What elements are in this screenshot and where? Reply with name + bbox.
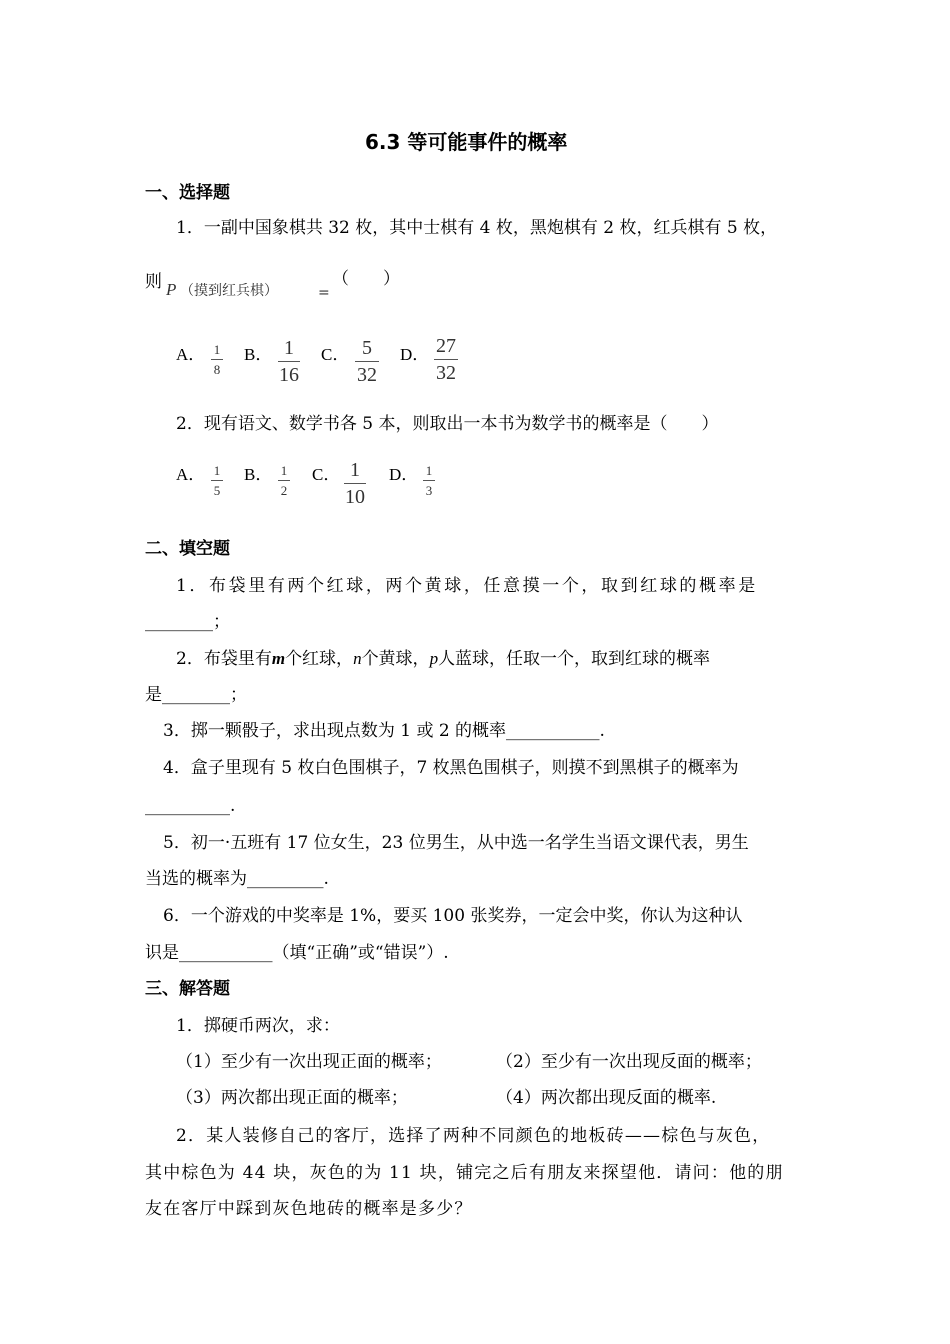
fill-q2-line1 (176, 647, 710, 671)
choice-q1-p: P (166, 280, 177, 299)
option-b-label: B． (244, 345, 273, 364)
choice-q1-ze: 则 (145, 272, 162, 292)
fill-q4-line1: 4．盒子里现有 5 枚白色围棋子，7 枚黑色围棋子，则摸不到黑棋子的概率为 (163, 758, 739, 778)
fraction-denominator: 10 (345, 486, 365, 508)
fraction-denominator: 32 (436, 362, 456, 384)
fraction-numerator: 1 (284, 337, 294, 359)
option-c-label: C． (321, 345, 350, 364)
section-heading-choice: 一、选择题 (145, 183, 230, 203)
fraction-denominator: 16 (279, 364, 299, 386)
fraction-numerator: 1 (213, 463, 221, 478)
fill-q5-line1: 5．初一·五班有 17 位女生，23 位男生，从中选一名学生当语文课代表，男生 (163, 833, 749, 853)
choice-q1-eq: = (318, 285, 330, 301)
fraction-numerator: 1 (350, 459, 360, 481)
fraction-bar (278, 361, 300, 362)
option-b-fraction (278, 464, 290, 497)
fill-q5-line2: 当选的概率为_________. (145, 869, 329, 889)
fill-q6-line1: 6．一个游戏的中奖率是 1%，要买 100 张奖券，一定会中奖，你认为这种认 (163, 906, 743, 926)
page-title: 6.3 等可能事件的概率 (365, 130, 568, 154)
variable-n: n (353, 649, 362, 668)
fill-q2-mid2: 个黄球， (361, 649, 430, 669)
fill-q1-line2: ________； (145, 612, 230, 632)
option-d-label: D． (400, 345, 430, 364)
option-a-label: A． (176, 465, 206, 484)
answer-q1-part2: （2）至少有一次出现反面的概率； (496, 1052, 762, 1072)
fraction-denominator: 2 (280, 483, 288, 498)
choice-q1-event: （摸到红兵棋） (180, 283, 278, 299)
option-c-fraction (355, 338, 379, 385)
fraction-numerator: 5 (362, 337, 372, 359)
answer-q2-line1: 2．某人装修自己的客厅，选择了两种不同颜色的地板砖——棕色与灰色， (176, 1126, 771, 1146)
choice-q1-paren: （ ） (332, 269, 400, 289)
option-d-fraction (434, 336, 458, 383)
option-b-label: B． (244, 465, 273, 484)
fraction-denominator: 8 (213, 362, 221, 377)
fill-q2-mid1: 个红球， (285, 649, 354, 669)
option-a-fraction (211, 343, 223, 376)
fraction-bar (344, 483, 366, 484)
section-heading-answer: 三、解答题 (145, 979, 230, 999)
fill-q1-line1: 1．布袋里有两个红球，两个黄球，任意摸一个，取到红球的概率是 (176, 576, 758, 596)
fraction-bar (355, 361, 379, 362)
answer-q2-line2: 其中棕色为 44 块，灰色的为 11 块，铺完之后有朋友来探望他．请问：他的朋 (145, 1163, 784, 1183)
fraction-numerator: 1 (425, 463, 433, 478)
fraction-denominator: 3 (425, 483, 433, 498)
option-d-fraction (423, 464, 435, 497)
variable-m: m (271, 649, 286, 668)
option-a-fraction (211, 464, 223, 497)
fraction-bar (211, 480, 223, 481)
choice-q1-line1: 1．一副中国象棋共 32 枚，其中士棋有 4 枚，黑炮棋有 2 枚，红兵棋有 5 枚， (176, 218, 778, 238)
fill-q2-pre: 2．布袋里有 (176, 649, 272, 669)
answer-q1-part3: （3）两次都出现正面的概率； (176, 1088, 408, 1108)
fraction-bar (211, 359, 223, 360)
answer-q1: 1．掷硬币两次，求： (176, 1016, 340, 1036)
fill-q4-line2: __________. (145, 796, 236, 816)
fraction-denominator: 5 (213, 483, 221, 498)
fraction-bar (278, 480, 290, 481)
variable-p: p (429, 649, 439, 668)
fraction-bar (423, 480, 435, 481)
section-heading-fill: 二、填空题 (145, 539, 230, 559)
option-c-fraction (344, 460, 366, 507)
fraction-numerator: 1 (213, 342, 221, 357)
fraction-numerator: 27 (436, 335, 456, 357)
fill-q2-post: 人蓝球，任取一个，取到红球的概率 (438, 649, 711, 669)
option-b-fraction (278, 338, 300, 385)
fill-q6-line2: 识是___________（填“正确”或“错误”）. (145, 943, 449, 963)
fill-q2-line2: 是________； (145, 685, 247, 705)
fill-q3: 3．掷一颗骰子，求出现点数为 1 或 2 的概率___________. (163, 721, 605, 741)
option-c-label: C． (312, 465, 341, 484)
option-d-label: D． (389, 465, 419, 484)
fraction-bar (434, 359, 458, 360)
answer-q2-line3: 友在客厅中踩到灰色地砖的概率是多少？ (145, 1199, 473, 1219)
choice-q2-line: 2．现有语文、数学书各 5 本，则取出一本书为数学书的概率是（ ） (176, 414, 719, 434)
option-a-label: A． (176, 345, 206, 364)
answer-q1-part1: （1）至少有一次出现正面的概率； (176, 1052, 442, 1072)
answer-q1-part4: （4）两次都出现反面的概率. (496, 1088, 717, 1108)
fraction-denominator: 32 (357, 364, 377, 386)
fraction-numerator: 1 (280, 463, 288, 478)
